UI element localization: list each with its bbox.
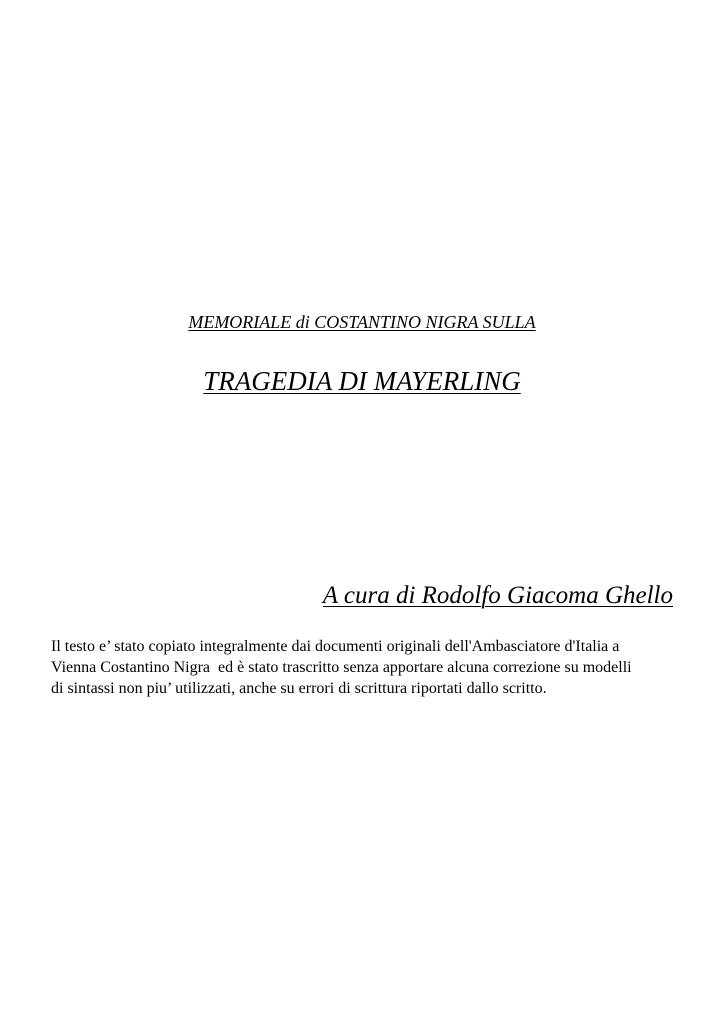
note-line: Il testo e’ stato copiato integralmente dai documenti originali dell'Ambasciatore d'Italia a [51,638,620,655]
editor-credit: A cura di Rodolfo Giacoma Ghello [322,582,673,609]
note-line: di sintassi non piu’ utilizzati, anche su errori di scrittura riportati dallo scritto. [51,680,547,697]
transcription-note [51,636,681,699]
note-line: Vienna Costantino Nigra ed è stato trascritto senza apportare alcuna correzione su modelli [51,659,632,676]
document-title: TRAGEDIA DI MAYERLING [203,366,521,396]
document-subtitle: MEMORIALE di COSTANTINO NIGRA SULLA [188,312,536,332]
